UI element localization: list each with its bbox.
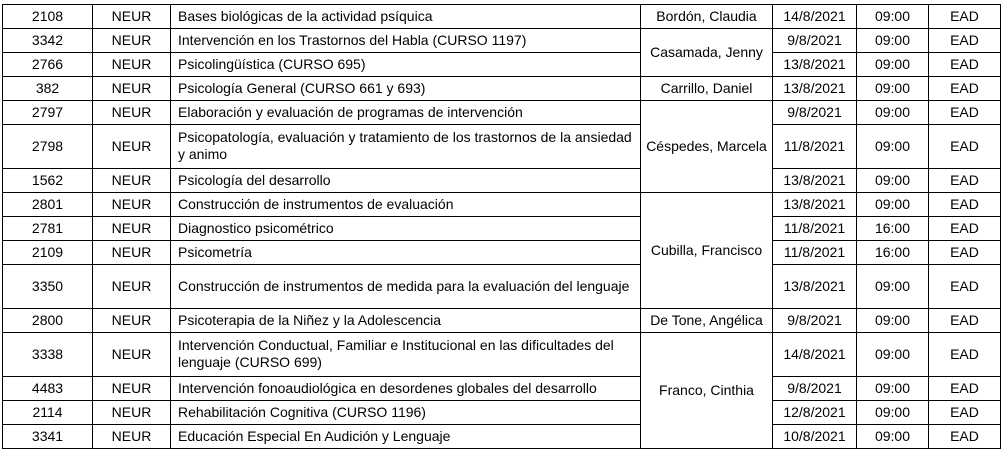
exam-time: 09:00 [857,77,929,101]
exam-date: 13/8/2021 [773,77,857,101]
exam-time: 16:00 [857,241,929,265]
course-code: 3350 [3,265,93,309]
subject-name: Intervención en los Trastornos del Habla (CURSO 1197) [171,29,641,53]
exam-time: 09:00 [857,29,929,53]
professor-name: Cubilla, Francisco [641,193,773,309]
exam-date: 10/8/2021 [773,425,857,449]
exam-date: 13/8/2021 [773,193,857,217]
professor-name: Céspedes, Marcela [641,101,773,193]
exam-modality: EAD [929,401,1001,425]
exam-date: 13/8/2021 [773,53,857,77]
exam-time: 09:00 [857,5,929,29]
exam-modality: EAD [929,241,1001,265]
table-row [3,53,1001,77]
table-row [3,77,1001,101]
department: NEUR [93,401,171,425]
subject-name: Diagnostico psicométrico [171,217,641,241]
exam-date: 14/8/2021 [773,5,857,29]
exam-time: 09:00 [857,169,929,193]
table-row [3,125,1001,169]
table-row [3,193,1001,217]
department: NEUR [93,241,171,265]
exam-time: 09:00 [857,401,929,425]
department: NEUR [93,377,171,401]
course-code: 3341 [3,425,93,449]
course-code: 382 [3,77,93,101]
course-code: 2801 [3,193,93,217]
exam-date: 9/8/2021 [773,309,857,333]
subject-name: Intervención fonoaudiológica en desordenes globales del desarrollo [171,377,641,401]
exam-time: 09:00 [857,193,929,217]
subject-name: Psicometría [171,241,641,265]
course-code: 2766 [3,53,93,77]
exam-date: 9/8/2021 [773,377,857,401]
exam-time: 09:00 [857,309,929,333]
exam-modality: EAD [929,77,1001,101]
table-row [3,217,1001,241]
department: NEUR [93,125,171,169]
course-code: 2109 [3,241,93,265]
subject-name: Elaboración y evaluación de programas de intervención [171,101,641,125]
exam-time: 16:00 [857,217,929,241]
table-row [3,425,1001,449]
exam-date: 13/8/2021 [773,265,857,309]
exam-modality: EAD [929,101,1001,125]
course-code: 2108 [3,5,93,29]
table-row [3,5,1001,29]
subject-name: Psicología del desarrollo [171,169,641,193]
course-code: 2798 [3,125,93,169]
course-code: 1562 [3,169,93,193]
professor-name: Casamada, Jenny [641,29,773,77]
course-code: 4483 [3,377,93,401]
subject-name: Educación Especial En Audición y Lenguaje [171,425,641,449]
table-row [3,401,1001,425]
exam-modality: EAD [929,333,1001,377]
subject-name: Rehabilitación Cognitiva (CURSO 1196) [171,401,641,425]
exam-date: 9/8/2021 [773,29,857,53]
department: NEUR [93,265,171,309]
exam-date: 9/8/2021 [773,101,857,125]
exam-date: 11/8/2021 [773,125,857,169]
exam-time: 09:00 [857,101,929,125]
professor-name: Bordón, Claudia [641,5,773,29]
table-row [3,377,1001,401]
table-row [3,29,1001,53]
exam-schedule-table [2,4,1001,449]
exam-modality: EAD [929,377,1001,401]
exam-modality: EAD [929,309,1001,333]
exam-date: 14/8/2021 [773,333,857,377]
department: NEUR [93,77,171,101]
subject-name: Psicolingüística (CURSO 695) [171,53,641,77]
subject-name: Psicología General (CURSO 661 y 693) [171,77,641,101]
exam-modality: EAD [929,265,1001,309]
department: NEUR [93,193,171,217]
department: NEUR [93,101,171,125]
exam-time: 09:00 [857,125,929,169]
department: NEUR [93,29,171,53]
exam-date: 11/8/2021 [773,241,857,265]
department: NEUR [93,425,171,449]
exam-time: 09:00 [857,265,929,309]
department: NEUR [93,333,171,377]
exam-date: 13/8/2021 [773,169,857,193]
professor-name: Carrillo, Daniel [641,77,773,101]
subject-name: Psicopatología, evaluación y tratamiento de los trastornos de la ansiedad y animo [171,125,641,169]
exam-time: 09:00 [857,377,929,401]
exam-date: 11/8/2021 [773,217,857,241]
table-row [3,309,1001,333]
table-row [3,169,1001,193]
course-code: 3338 [3,333,93,377]
exam-modality: EAD [929,125,1001,169]
course-code: 2781 [3,217,93,241]
department: NEUR [93,53,171,77]
subject-name: Construcción de instrumentos de evaluación [171,193,641,217]
exam-modality: EAD [929,425,1001,449]
exam-time: 09:00 [857,333,929,377]
exam-modality: EAD [929,169,1001,193]
department: NEUR [93,217,171,241]
table-row [3,101,1001,125]
subject-name: Construcción de instrumentos de medida para la evaluación del lenguaje [171,265,641,309]
table-row [3,241,1001,265]
department: NEUR [93,5,171,29]
subject-name: Bases biológicas de la actividad psíquica [171,5,641,29]
exam-time: 09:00 [857,425,929,449]
exam-time: 09:00 [857,53,929,77]
exam-modality: EAD [929,193,1001,217]
department: NEUR [93,169,171,193]
exam-modality: EAD [929,5,1001,29]
exam-date: 12/8/2021 [773,401,857,425]
department: NEUR [93,309,171,333]
course-code: 2114 [3,401,93,425]
table-row [3,333,1001,377]
subject-name: Psicoterapia de la Niñez y la Adolescencia [171,309,641,333]
professor-name: De Tone, Angélica [641,309,773,333]
table-row [3,265,1001,309]
course-code: 2797 [3,101,93,125]
subject-name: Intervención Conductual, Familiar e Institucional en las dificultades del lenguaje (CURSO 699) [171,333,641,377]
exam-modality: EAD [929,217,1001,241]
professor-name: Franco, Cinthia [641,333,773,449]
course-code: 3342 [3,29,93,53]
exam-modality: EAD [929,29,1001,53]
course-code: 2800 [3,309,93,333]
exam-modality: EAD [929,53,1001,77]
